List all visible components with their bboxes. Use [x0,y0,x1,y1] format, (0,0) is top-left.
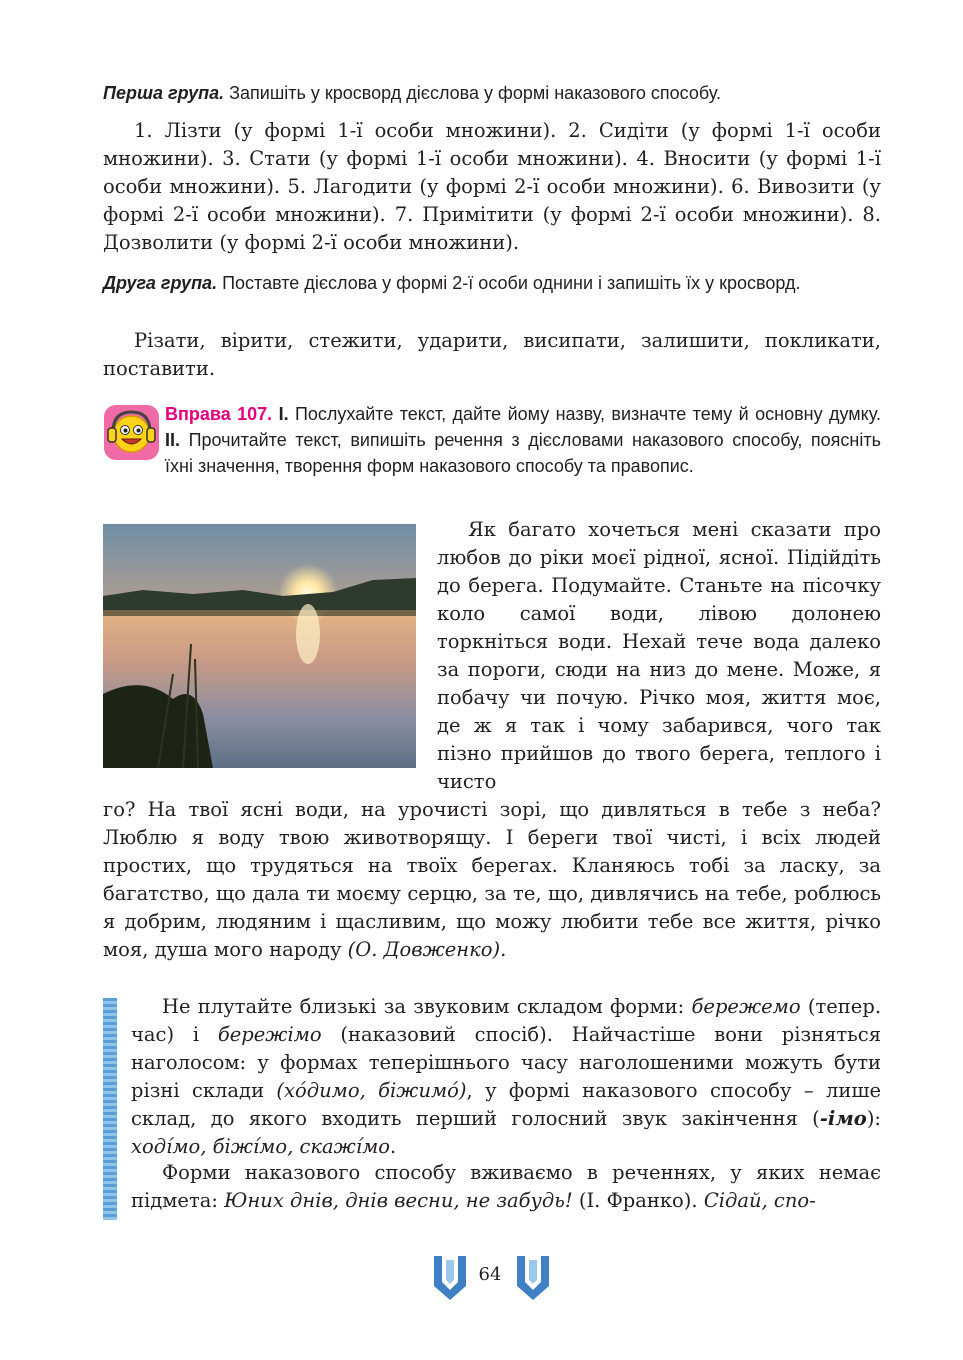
exercise-part2-number: ІІ. [165,430,181,450]
page-number: 64 [478,1264,502,1285]
rule-example: ходíмо, біжíмо, скажíмо [131,1135,390,1158]
rule-text: (тепер. час) і [131,995,882,1046]
rule-ending: -імо [819,1107,867,1130]
rule-accent-bar [103,998,117,1220]
exercise-107-instruction [165,401,881,479]
rule-example: бережімо [217,1023,322,1046]
rule-text: (наказовий спосіб). Найчастіше вони різняться наголосом: у формах теперішнього часу наголошеними можуть бути різні склади [131,1023,882,1102]
group1-instruction: Запишіть у кросворд дієслова у формі наказового способу. [229,83,721,103]
smiley-headphones-icon [103,404,160,461]
rule-paragraph-2 [131,1159,881,1215]
group1-verbs-list: 1. Лізти (у формі 1-ї особи множини). 2. Сидіти (у формі 1-ї особи множини). 3. Стати (у формі 1-ї особи множини). 4. Вносити (у формі 1-ї особи множини). 5. Лагодити (у формі 2-ї особи множини). 6. Вивозити (у формі 2-ї особи множини). 7. Примітити (у формі 2-ї особи множини). 8. Дозволити (у формі 2-ї особи множини). [103,119,881,254]
group1-heading [103,80,881,106]
reading-author: (О. Довженко). [347,938,507,961]
reading-text-continued [103,796,881,964]
rule-text: . [389,1135,397,1158]
rule-text: ): [866,1107,881,1130]
group2-label: Друга група. [103,273,218,293]
rule-example: Сідай, спо- [703,1189,816,1212]
exercise-part1-number: І. [278,404,289,424]
group2-instruction: Поставте дієслова у формі 2-ї особи однини і запишіть їх у кросворд. [222,273,801,293]
reading-text-right-column: Як багато хочеться мені сказати про любов до ріки моєї рідної, ясної. Підійдіть до берега. Подумайте. Станьте на пісочку коло самої води, лівою долонею торкніться води. Нехай тече вода далеко за пороги, сюди на низ до мене. Може, я побачу чи почую. Річко моя, життя моє, де ж я так і чому забарився, чого так пізно прийшов до твого берега, теплого і чисто [437,518,881,793]
exercise-part1-text: Послухайте текст, дайте йому назву, визначте тему й основну думку. [294,404,881,424]
group1-label: Перша група. [103,83,225,103]
exercise-label: Вправа 107. [165,404,273,424]
group2-verbs-list: Різати, вірити, стежити, ударити, висипати, залишити, покликати, поставити. [103,329,881,380]
reading-text-body: го? На твої ясні води, на урочисті зорі, що дивляться в тебе з неба? Люблю я воду твою животворящу. І береги твої чисті, і всіх людей простих, що трудяться на твоїх берегах. Кланяюсь тобі за ласку, за багатство, що дала ти моєму серцю, за те, що, дивлячись на тебе, роблюсь я добрим, людяним і щасливим, що можу любити тебе все життя, річко моя, душа мого народу [103,798,881,961]
ornament-left-icon [430,1252,470,1302]
rule-text: (І. Франко). [578,1189,698,1212]
rule-paragraph-1 [131,993,881,1161]
rule-example: (хóдимо, біжимó) [276,1079,467,1102]
rule-example: бережемо [691,995,801,1018]
rule-text: , у формі наказового способу – лише склад, до якого входить перший голосний звук закінчення ( [131,1079,882,1130]
ornament-right-icon [513,1252,553,1302]
rule-text: Форми наказового способу вживаємо в реченнях, у яких немає підмета: [131,1161,881,1212]
group2-heading [103,270,881,296]
rule-text: Не плутайте близькі за звуковим складом форми: [162,995,685,1018]
river-sunset-photo [103,524,416,768]
rule-example: Юних днів, днів весни, не забудь! [224,1189,573,1212]
exercise-part2-text: Прочитайте текст, випишіть речення з дієсловами наказового способу, поясніть їхні значення, творення форм наказового способу та правопис. [165,430,881,476]
